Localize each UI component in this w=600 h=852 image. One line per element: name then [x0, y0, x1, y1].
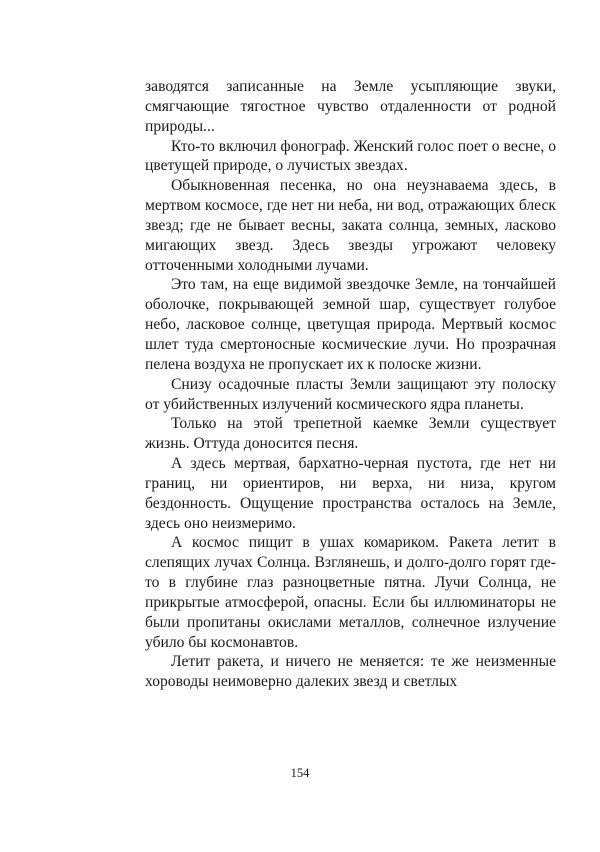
page-number: 154 [290, 766, 310, 780]
paragraph-1: заводятся записанные на Земле усыпляющие звуки, смягчающие тягостное чувство отдаленности от родной природы... [145, 78, 556, 135]
paragraph-8: А космос пищит в ушах комариком. Ракета летит в слепящих лучах Солнца. Взглянешь, и долго-долго горят где-то в глубине глаз разноцветные пятна. Лучи Солнца, не прикрытые атмосферой, опасны. Если бы иллюминаторы не были пропитаны окислами металлов, солнечное излучение убило бы космонавтов. [145, 534, 556, 651]
paragraph-2: Кто-то включил фонограф. Женский голос поет о весне, о цветущей природе, о лучистых звездах. [145, 137, 556, 175]
paragraph-4: Это там, на еще видимой звездочке Земле, на тончайшей оболочке, покрывающей земной шар, существует голубое небо, ласковое солнце, цветущая природа. Мертвый космос шлет туда смертоносные космические лучи. Но прозрачная пелена воздуха не пропускает их к полоске жизни. [145, 276, 556, 373]
paragraph-6: Только на этой трепетной каемке Земли существует жизнь. Оттуда доносится песня. [145, 415, 556, 453]
paragraph-3: Обыкновенная песенка, но она неузнаваема здесь, в мертвом космосе, где нет ни неба, ни вод, отражающих блеск звезд; где не бывает весны, заката солнца, земных, ласково мигающих звезд. Здесь звезды угрожают человеку отточенными холодными лучами. [145, 177, 556, 274]
paragraph-5: Снизу осадочные пласты Земли защищают эту полоску от убийственных излучений космического ядра планеты. [145, 375, 556, 413]
paragraph-9: Летит ракета, и ничего не меняется: те же неизменные хороводы неимоверно далеких звезд и светлых [145, 653, 556, 691]
body-text [145, 77, 556, 692]
paragraph-7: А здесь мертвая, бархатно-черная пустота, где нет ни границ, ни ориентиров, ни верха, ни низа, кругом бездонность. Ощущение пространства осталось на Земле, здесь оно неизмеримо. [145, 455, 556, 532]
